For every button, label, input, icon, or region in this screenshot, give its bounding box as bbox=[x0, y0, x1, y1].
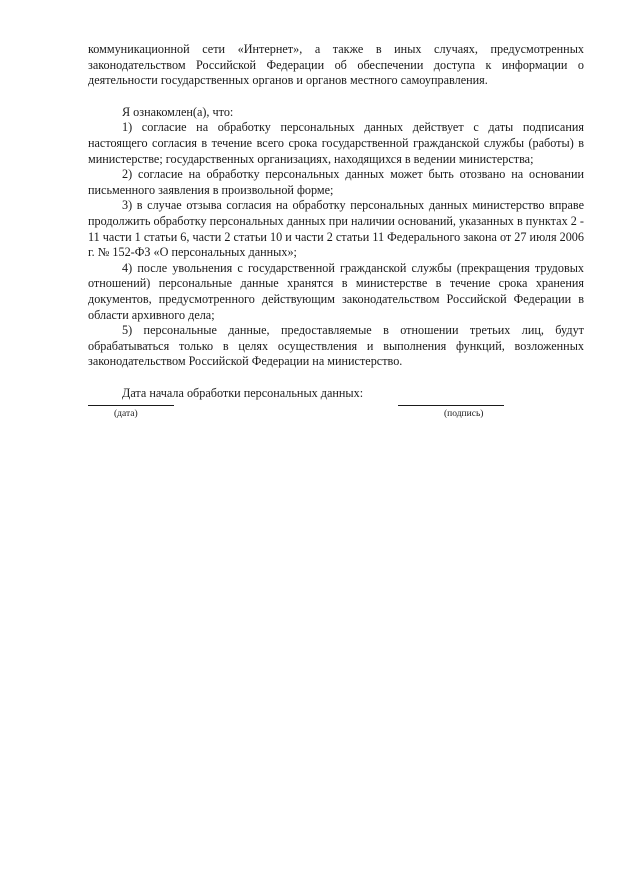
start-date-label: Дата начала обработки персональных данных: bbox=[122, 385, 364, 400]
clause-3: 3) в случае отзыва согласия на обработку персональных данных министерство вправе продолжить обработку персональных данных при наличии оснований, указанных в пунктах 2 - 11 части 1 статьи 6, части 2 статьи 10 и части 2 статьи 11 Федерального закона от 27 июля 2006 г. № 152-ФЗ «О персональных данных»; bbox=[88, 198, 584, 260]
document-body bbox=[88, 42, 584, 401]
paragraph-continuation: коммуникационной сети «Интернет», а также в иных случаях, предусмотренных законодательством Российской Федерации об обеспечении доступа к информации о деятельности государственных органов и органов местного самоуправления. bbox=[88, 42, 584, 88]
signature-line bbox=[398, 405, 504, 406]
signature-caption: (подпись) bbox=[444, 409, 484, 419]
clause-4: 4) после увольнения с государственной гражданской службы (прекращения трудовых отношений) персональные данные хранятся в министерстве в течение срока хранения документов, предусмотренного действующим законодательством Российской Федерации в области архивного дела; bbox=[88, 260, 584, 322]
clause-2: 2) согласие на обработку персональных данных может быть отозвано на основании письменного заявления в произвольной форме; bbox=[88, 167, 584, 197]
clause-1: 1) согласие на обработку персональных данных действует с даты подписания настоящего согласия в течение всего срока государственной гражданской службы (работы) в министерстве; государственных организациях, находящихся в ведении министерства; bbox=[88, 120, 584, 166]
date-caption: (дата) bbox=[114, 409, 138, 419]
clause-5: 5) персональные данные, предоставляемые в отношении третьих лиц, будут обрабатываться только в целях осуществления и выполнения функций, возложенных законодательством Российской Федерации на министерство. bbox=[88, 323, 584, 369]
date-line bbox=[88, 405, 174, 406]
acknowledgement-heading: Я ознакомлен(а), что: bbox=[122, 104, 234, 119]
